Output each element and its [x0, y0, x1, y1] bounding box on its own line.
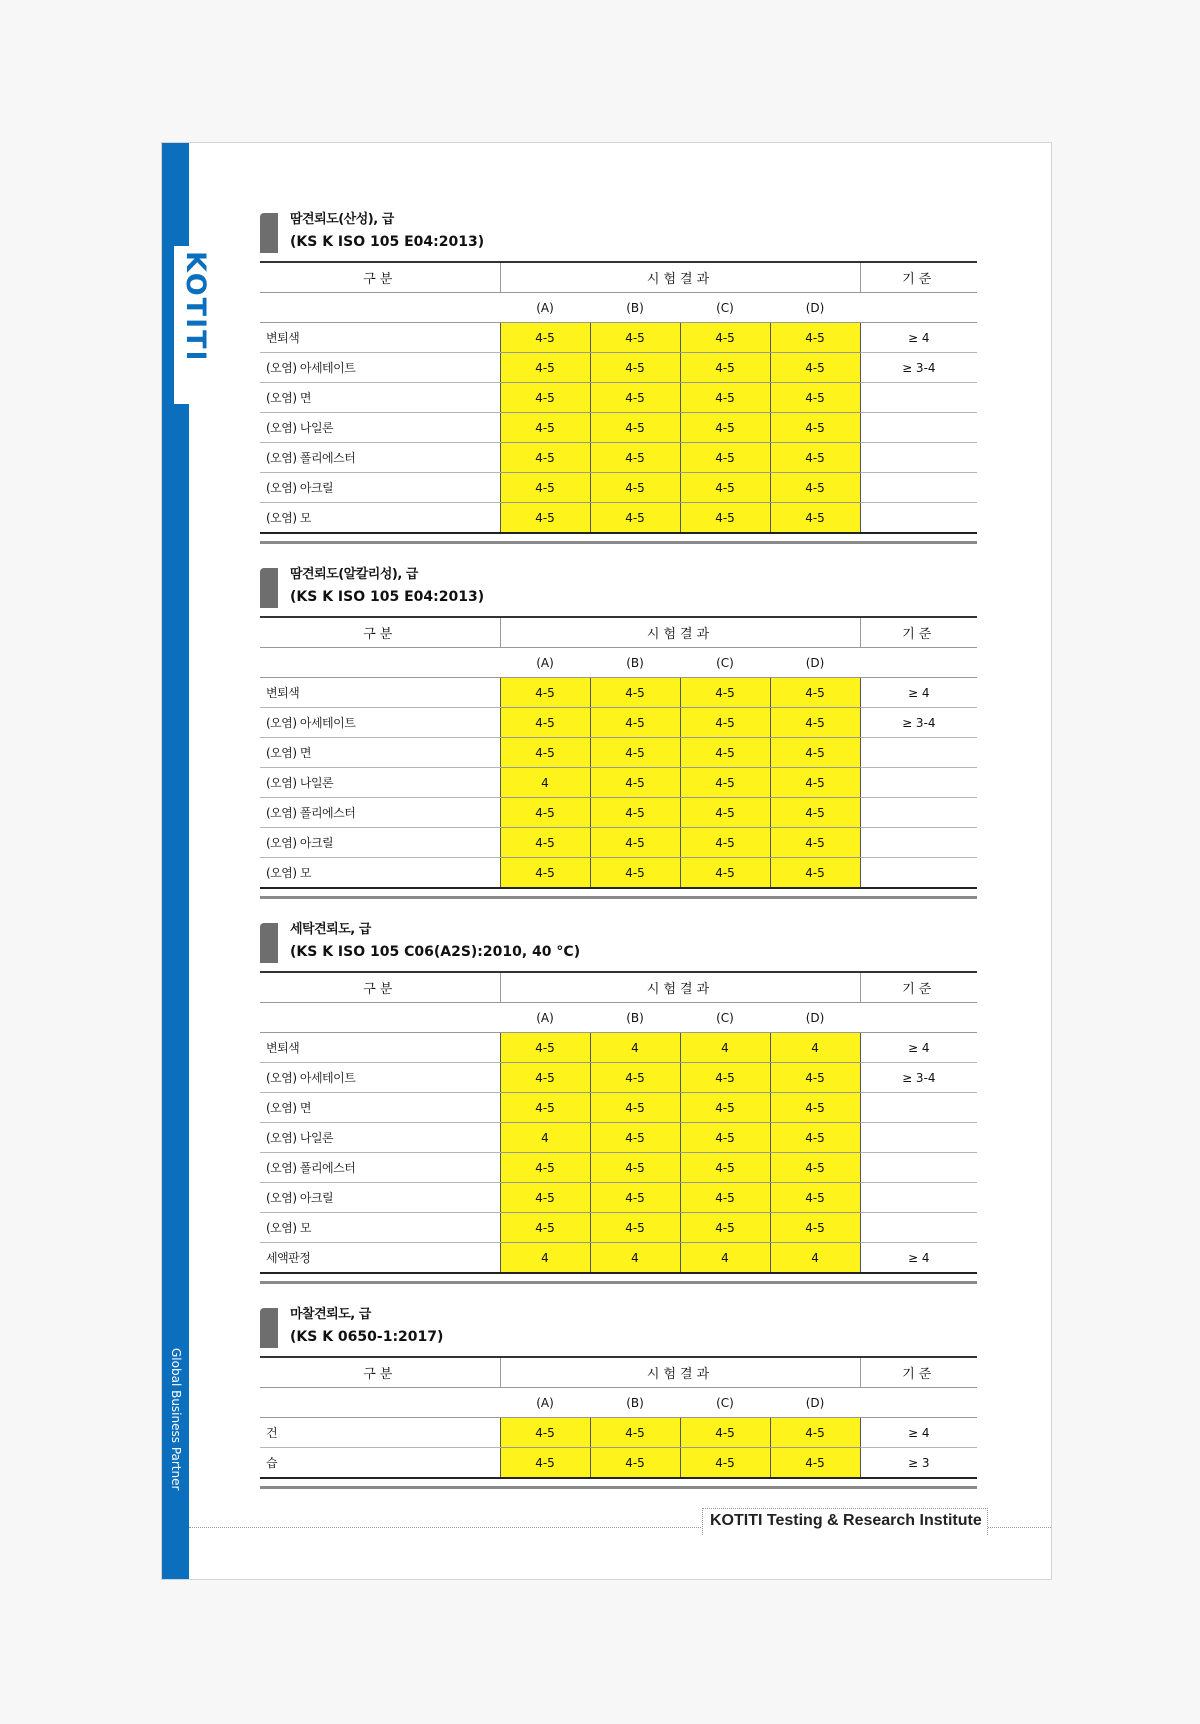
criterion-cell: [860, 1093, 977, 1123]
section-marker: [260, 1308, 278, 1348]
result-cell: 4-5: [500, 1063, 590, 1093]
result-cell: 4-5: [590, 738, 680, 768]
result-cell: 4-5: [770, 1063, 860, 1093]
table-row: [260, 473, 977, 503]
section-title: 마찰견뢰도, 급: [290, 1307, 371, 1322]
section-standard: (KS K ISO 105 E04:2013): [290, 234, 485, 250]
table-row: [260, 323, 977, 353]
result-cell: 4-5: [770, 1183, 860, 1213]
result-cell: 4-5: [590, 1153, 680, 1183]
result-cell: 4-5: [590, 383, 680, 413]
section-title: 땀견뢰도(알칼리성), 급: [290, 567, 418, 582]
result-cell: 4-5: [770, 323, 860, 353]
result-cell: 4-5: [500, 738, 590, 768]
result-cell: 4-5: [770, 828, 860, 858]
col-header-category: 구분: [260, 617, 500, 648]
results-table: [260, 261, 977, 534]
sample-header: (C): [680, 1003, 770, 1033]
sample-header: (D): [770, 293, 860, 323]
result-cell: 4-5: [590, 353, 680, 383]
table-row: [260, 768, 977, 798]
criterion-cell: [860, 768, 977, 798]
result-cell: 4-5: [680, 708, 770, 738]
result-cell: 4-5: [500, 323, 590, 353]
criterion-cell: ≥ 4: [860, 1418, 977, 1448]
result-cell: 4: [680, 1033, 770, 1063]
row-label: (오염) 면: [260, 1093, 500, 1123]
criterion-cell: [860, 503, 977, 534]
table-row: [260, 708, 977, 738]
criterion-cell: [860, 413, 977, 443]
report-page: [161, 142, 1052, 1580]
criterion-cell: [860, 473, 977, 503]
result-cell: 4-5: [680, 443, 770, 473]
table-row: [260, 1243, 977, 1274]
result-cell: 4-5: [770, 1123, 860, 1153]
result-cell: 4-5: [500, 828, 590, 858]
result-cell: 4-5: [770, 1448, 860, 1479]
results-table: [260, 616, 977, 889]
sample-header: (D): [770, 1388, 860, 1418]
criterion-cell: ≥ 3-4: [860, 1063, 977, 1093]
section-end-rule: [260, 541, 977, 544]
criterion-cell: ≥ 3-4: [860, 708, 977, 738]
criterion-cell: [860, 828, 977, 858]
row-label: (오염) 폴리에스터: [260, 798, 500, 828]
sample-header: (C): [680, 1388, 770, 1418]
row-label: (오염) 면: [260, 383, 500, 413]
col-header-category: 구분: [260, 1357, 500, 1388]
result-cell: 4-5: [500, 1153, 590, 1183]
result-cell: 4-5: [680, 858, 770, 889]
col-subheader-empty: [860, 648, 977, 678]
result-cell: 4-5: [500, 383, 590, 413]
row-label: (오염) 아세테이트: [260, 708, 500, 738]
section: [260, 919, 977, 1284]
result-cell: 4-5: [770, 503, 860, 534]
result-cell: 4: [500, 1123, 590, 1153]
criterion-cell: [860, 738, 977, 768]
result-cell: 4-5: [500, 1033, 590, 1063]
result-cell: 4-5: [500, 1183, 590, 1213]
section-title: 땀견뢰도(산성), 급: [290, 212, 394, 227]
section-title: 세탁견뢰도, 급: [290, 922, 371, 937]
col-subheader-empty: [860, 1388, 977, 1418]
table-row: [260, 1213, 977, 1243]
sample-header: (B): [590, 1003, 680, 1033]
col-subheader-empty: [260, 1003, 500, 1033]
table-row: [260, 1153, 977, 1183]
col-subheader-empty: [260, 1388, 500, 1418]
col-header-criterion: 기준: [860, 972, 977, 1003]
result-cell: 4-5: [680, 323, 770, 353]
criterion-cell: ≥ 4: [860, 323, 977, 353]
sample-header: (B): [590, 648, 680, 678]
report-content: [260, 209, 977, 1509]
col-header-results: 시험결과: [500, 617, 860, 648]
sample-header: (D): [770, 648, 860, 678]
criterion-cell: [860, 1123, 977, 1153]
result-cell: 4-5: [500, 413, 590, 443]
footer-institute-name: KOTITI Testing & Research Institute: [710, 1512, 982, 1529]
row-label: (오염) 아크릴: [260, 1183, 500, 1213]
result-cell: 4-5: [770, 798, 860, 828]
result-cell: 4-5: [680, 828, 770, 858]
result-cell: 4-5: [590, 1093, 680, 1123]
criterion-cell: ≥ 3-4: [860, 353, 977, 383]
table-row: [260, 503, 977, 534]
result-cell: 4-5: [590, 708, 680, 738]
table-row: [260, 1093, 977, 1123]
result-cell: 4-5: [680, 503, 770, 534]
row-label: (오염) 아세테이트: [260, 1063, 500, 1093]
col-header-criterion: 기준: [860, 262, 977, 293]
table-row: [260, 1123, 977, 1153]
section-end-rule: [260, 896, 977, 899]
col-header-criterion: 기준: [860, 1357, 977, 1388]
result-cell: 4-5: [680, 1183, 770, 1213]
result-cell: 4-5: [590, 858, 680, 889]
row-label: (오염) 모: [260, 858, 500, 889]
sample-header: (A): [500, 1003, 590, 1033]
result-cell: 4-5: [500, 473, 590, 503]
result-cell: 4-5: [680, 473, 770, 503]
result-cell: 4-5: [680, 1093, 770, 1123]
result-cell: 4: [500, 1243, 590, 1274]
result-cell: 4-5: [500, 443, 590, 473]
section-header: [260, 209, 977, 257]
result-cell: 4-5: [770, 353, 860, 383]
result-cell: 4-5: [770, 473, 860, 503]
section-marker: [260, 923, 278, 963]
row-label: 건: [260, 1418, 500, 1448]
result-cell: 4-5: [500, 1418, 590, 1448]
result-cell: 4: [500, 768, 590, 798]
result-cell: 4-5: [680, 798, 770, 828]
table-row: [260, 1448, 977, 1479]
result-cell: 4-5: [680, 1418, 770, 1448]
criterion-cell: [860, 798, 977, 828]
row-label: 세액판정: [260, 1243, 500, 1274]
row-label: 습: [260, 1448, 500, 1479]
result-cell: 4-5: [590, 443, 680, 473]
criterion-cell: ≥ 4: [860, 1243, 977, 1274]
result-cell: 4-5: [680, 1123, 770, 1153]
result-cell: 4-5: [770, 858, 860, 889]
result-cell: 4-5: [680, 353, 770, 383]
side-tagline: Global Business Partner: [169, 1348, 183, 1491]
section-standard: (KS K ISO 105 C06(A2S):2010, 40 °C): [290, 944, 581, 960]
section-marker: [260, 213, 278, 253]
sample-header: (A): [500, 1388, 590, 1418]
result-cell: 4-5: [770, 1213, 860, 1243]
row-label: (오염) 아세테이트: [260, 353, 500, 383]
criterion-cell: [860, 1213, 977, 1243]
result-cell: 4-5: [770, 1418, 860, 1448]
section-header: [260, 1304, 977, 1352]
row-label: (오염) 모: [260, 1213, 500, 1243]
row-label: (오염) 아크릴: [260, 828, 500, 858]
result-cell: 4-5: [590, 1448, 680, 1479]
result-cell: 4-5: [500, 678, 590, 708]
table-row: [260, 1183, 977, 1213]
sample-header: (B): [590, 293, 680, 323]
result-cell: 4: [680, 1243, 770, 1274]
sample-header: (A): [500, 293, 590, 323]
section-header: [260, 919, 977, 967]
result-cell: 4-5: [500, 503, 590, 534]
section-header: [260, 564, 977, 612]
section: [260, 1304, 977, 1489]
table-row: [260, 353, 977, 383]
col-subheader-empty: [260, 648, 500, 678]
col-header-results: 시험결과: [500, 972, 860, 1003]
row-label: 변퇴색: [260, 678, 500, 708]
section-end-rule: [260, 1486, 977, 1489]
result-cell: 4-5: [500, 858, 590, 889]
result-cell: 4-5: [680, 1448, 770, 1479]
section-end-rule: [260, 1281, 977, 1284]
result-cell: 4-5: [770, 383, 860, 413]
table-row: [260, 738, 977, 768]
result-cell: 4-5: [590, 413, 680, 443]
row-label: (오염) 모: [260, 503, 500, 534]
result-cell: 4-5: [680, 1063, 770, 1093]
result-cell: 4-5: [590, 473, 680, 503]
result-cell: 4-5: [680, 738, 770, 768]
table-row: [260, 443, 977, 473]
result-cell: 4-5: [590, 678, 680, 708]
result-cell: 4-5: [770, 678, 860, 708]
result-cell: 4-5: [770, 1153, 860, 1183]
row-label: (오염) 아크릴: [260, 473, 500, 503]
criterion-cell: [860, 443, 977, 473]
col-header-criterion: 기준: [860, 617, 977, 648]
section-standard: (KS K ISO 105 E04:2013): [290, 589, 485, 605]
row-label: (오염) 나일론: [260, 413, 500, 443]
result-cell: 4-5: [770, 413, 860, 443]
row-label: (오염) 나일론: [260, 768, 500, 798]
result-cell: 4-5: [770, 738, 860, 768]
result-cell: 4-5: [500, 1213, 590, 1243]
result-cell: 4-5: [590, 323, 680, 353]
criterion-cell: [860, 383, 977, 413]
row-label: (오염) 면: [260, 738, 500, 768]
result-cell: 4-5: [500, 1093, 590, 1123]
result-cell: 4-5: [770, 768, 860, 798]
table-row: [260, 858, 977, 889]
result-cell: 4-5: [680, 1213, 770, 1243]
result-cell: 4-5: [770, 443, 860, 473]
section-marker: [260, 568, 278, 608]
result-cell: 4-5: [590, 768, 680, 798]
criterion-cell: ≥ 3: [860, 1448, 977, 1479]
result-cell: 4-5: [590, 1183, 680, 1213]
result-cell: 4-5: [590, 1063, 680, 1093]
criterion-cell: [860, 1183, 977, 1213]
criterion-cell: [860, 1153, 977, 1183]
col-header-category: 구분: [260, 972, 500, 1003]
sample-header: (C): [680, 648, 770, 678]
sample-header: (D): [770, 1003, 860, 1033]
result-cell: 4-5: [590, 503, 680, 534]
criterion-cell: ≥ 4: [860, 678, 977, 708]
result-cell: 4-5: [680, 383, 770, 413]
row-label: 변퇴색: [260, 323, 500, 353]
col-subheader-empty: [860, 293, 977, 323]
row-label: 변퇴색: [260, 1033, 500, 1063]
result-cell: 4-5: [500, 798, 590, 828]
col-subheader-empty: [860, 1003, 977, 1033]
col-header-results: 시험결과: [500, 1357, 860, 1388]
criterion-cell: [860, 858, 977, 889]
col-subheader-empty: [260, 293, 500, 323]
result-cell: 4-5: [590, 798, 680, 828]
result-cell: 4-5: [680, 1153, 770, 1183]
table-row: [260, 678, 977, 708]
result-cell: 4-5: [770, 708, 860, 738]
col-header-results: 시험결과: [500, 262, 860, 293]
kotiti-logo: KOTITI: [180, 251, 211, 363]
result-cell: 4: [590, 1033, 680, 1063]
table-row: [260, 1418, 977, 1448]
table-row: [260, 828, 977, 858]
result-cell: 4-5: [680, 413, 770, 443]
result-cell: 4-5: [590, 1123, 680, 1153]
result-cell: 4-5: [680, 768, 770, 798]
row-label: (오염) 나일론: [260, 1123, 500, 1153]
result-cell: 4-5: [680, 678, 770, 708]
criterion-cell: ≥ 4: [860, 1033, 977, 1063]
table-row: [260, 1033, 977, 1063]
result-cell: 4-5: [500, 353, 590, 383]
section: [260, 209, 977, 544]
col-header-category: 구분: [260, 262, 500, 293]
result-cell: 4: [770, 1243, 860, 1274]
sample-header: (C): [680, 293, 770, 323]
result-cell: 4-5: [590, 1213, 680, 1243]
sample-header: (A): [500, 648, 590, 678]
section: [260, 564, 977, 899]
result-cell: 4-5: [770, 1093, 860, 1123]
result-cell: 4-5: [590, 1418, 680, 1448]
result-cell: 4-5: [500, 708, 590, 738]
row-label: (오염) 폴리에스터: [260, 1153, 500, 1183]
result-cell: 4-5: [500, 1448, 590, 1479]
section-standard: (KS K 0650-1:2017): [290, 1329, 444, 1345]
table-row: [260, 1063, 977, 1093]
results-table: [260, 1356, 977, 1479]
row-label: (오염) 폴리에스터: [260, 443, 500, 473]
table-row: [260, 383, 977, 413]
result-cell: 4: [590, 1243, 680, 1274]
result-cell: 4-5: [590, 828, 680, 858]
result-cell: 4: [770, 1033, 860, 1063]
results-table: [260, 971, 977, 1274]
table-row: [260, 413, 977, 443]
sample-header: (B): [590, 1388, 680, 1418]
table-row: [260, 798, 977, 828]
